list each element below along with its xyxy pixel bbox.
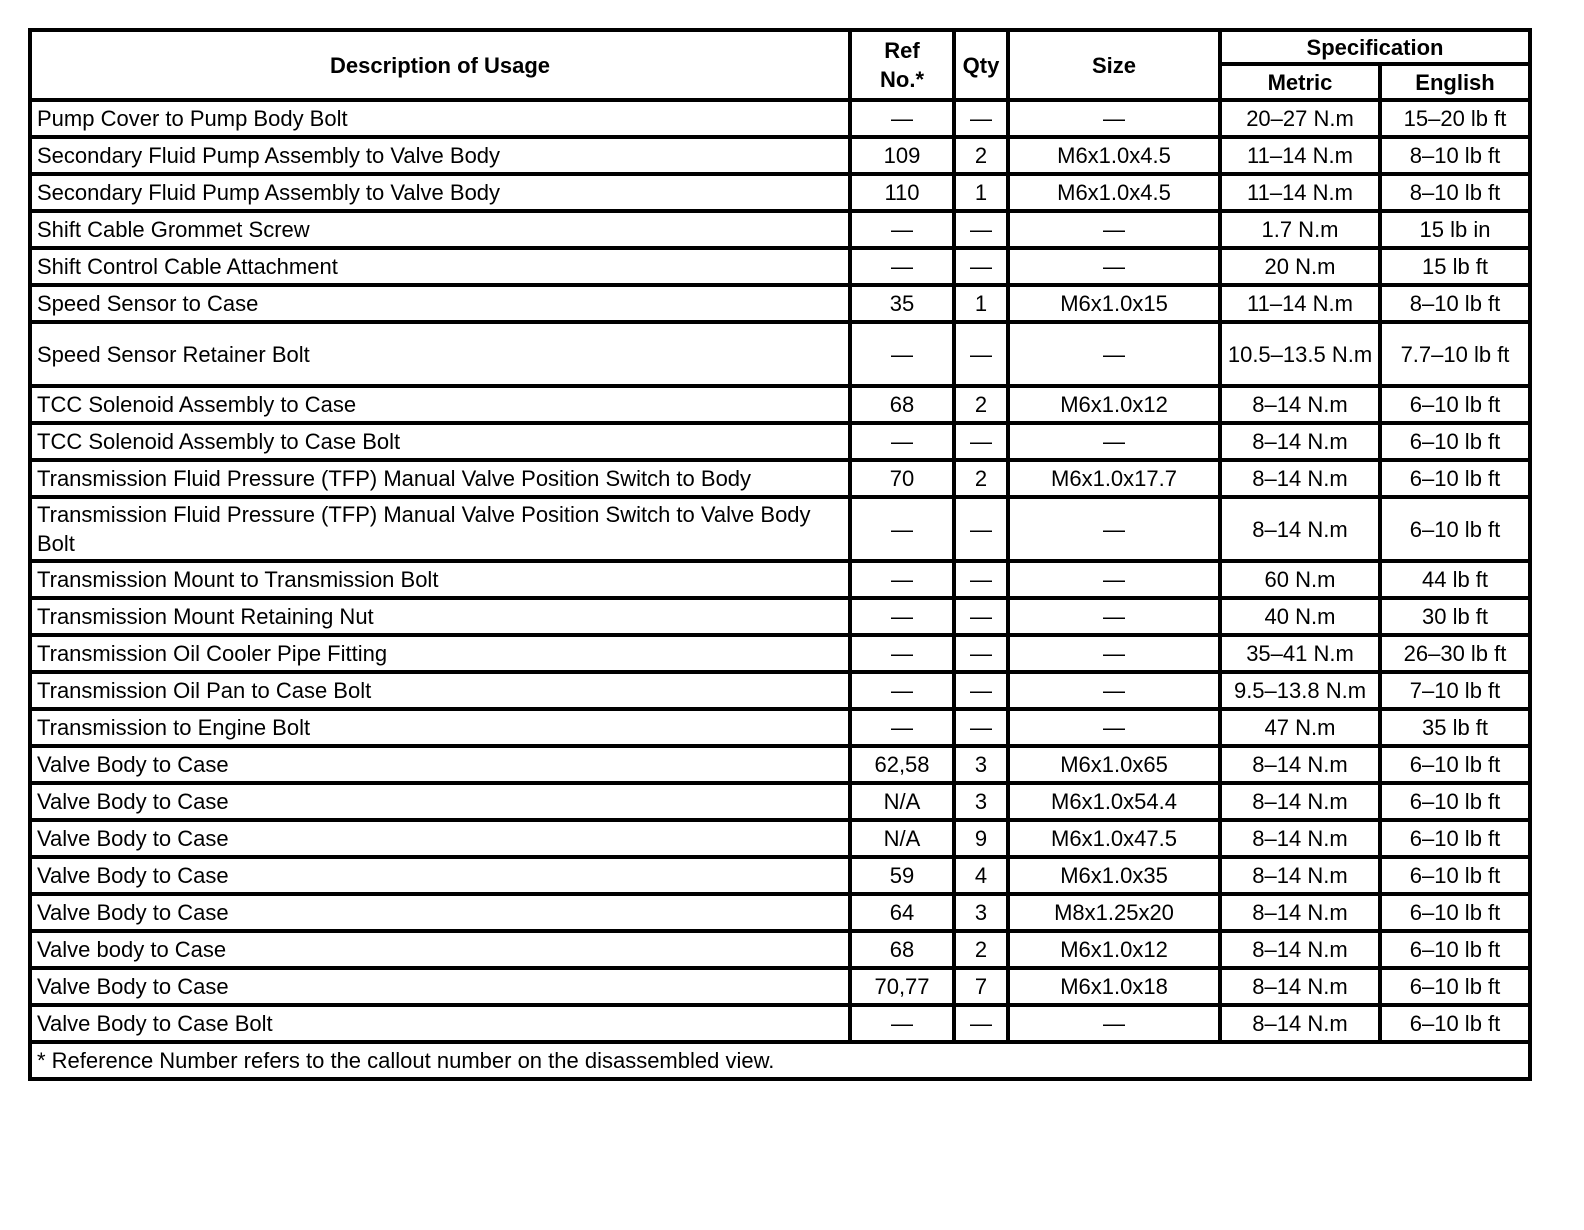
cell-size: — (1008, 100, 1220, 137)
cell-qty: 1 (954, 174, 1008, 211)
table-row (30, 820, 1530, 857)
table-row (30, 561, 1530, 598)
cell-ref: — (850, 497, 954, 561)
table-row (30, 1005, 1530, 1042)
cell-ref: 109 (850, 137, 954, 174)
cell-ref: 68 (850, 931, 954, 968)
cell-qty: 2 (954, 386, 1008, 423)
table-row (30, 137, 1530, 174)
cell-description: Valve Body to Case (30, 894, 850, 931)
cell-size: M6x1.0x54.4 (1008, 783, 1220, 820)
cell-english: 7–10 lb ft (1380, 672, 1530, 709)
header-metric: Metric (1220, 64, 1380, 100)
cell-size: M6x1.0x65 (1008, 746, 1220, 783)
cell-metric: 47 N.m (1220, 709, 1380, 746)
cell-ref: — (850, 598, 954, 635)
cell-english: 6–10 lb ft (1380, 857, 1530, 894)
cell-description: Transmission Fluid Pressure (TFP) Manual Valve Position Switch to Body (30, 460, 850, 497)
cell-description: Speed Sensor Retainer Bolt (30, 322, 850, 386)
cell-description: Valve Body to Case Bolt (30, 1005, 850, 1042)
cell-qty: 3 (954, 894, 1008, 931)
cell-qty: — (954, 1005, 1008, 1042)
cell-qty: 4 (954, 857, 1008, 894)
table-row (30, 285, 1530, 322)
footnote: * Reference Number refers to the callout number on the disassembled view. (30, 1042, 1530, 1079)
cell-english: 15 lb in (1380, 211, 1530, 248)
cell-description: Valve Body to Case (30, 820, 850, 857)
cell-metric: 11–14 N.m (1220, 174, 1380, 211)
cell-description: Pump Cover to Pump Body Bolt (30, 100, 850, 137)
cell-qty: — (954, 635, 1008, 672)
cell-metric: 8–14 N.m (1220, 968, 1380, 1005)
cell-qty: — (954, 561, 1008, 598)
cell-description: Secondary Fluid Pump Assembly to Valve Body (30, 174, 850, 211)
cell-description: Valve Body to Case (30, 968, 850, 1005)
cell-description: TCC Solenoid Assembly to Case (30, 386, 850, 423)
cell-english: 6–10 lb ft (1380, 386, 1530, 423)
cell-ref: 70 (850, 460, 954, 497)
cell-description: Transmission Oil Pan to Case Bolt (30, 672, 850, 709)
cell-ref: — (850, 561, 954, 598)
table-row (30, 635, 1530, 672)
cell-size: — (1008, 561, 1220, 598)
cell-english: 8–10 lb ft (1380, 174, 1530, 211)
cell-metric: 8–14 N.m (1220, 820, 1380, 857)
cell-metric: 8–14 N.m (1220, 386, 1380, 423)
cell-metric: 35–41 N.m (1220, 635, 1380, 672)
cell-size: — (1008, 598, 1220, 635)
cell-size: — (1008, 211, 1220, 248)
cell-ref: N/A (850, 783, 954, 820)
cell-description: Valve body to Case (30, 931, 850, 968)
table-row (30, 709, 1530, 746)
table-row (30, 174, 1530, 211)
cell-qty: — (954, 322, 1008, 386)
table-row (30, 672, 1530, 709)
cell-ref: — (850, 672, 954, 709)
cell-metric: 8–14 N.m (1220, 497, 1380, 561)
cell-qty: — (954, 672, 1008, 709)
header-ref-no: Ref No.* (850, 30, 954, 100)
table-row (30, 783, 1530, 820)
cell-qty: 7 (954, 968, 1008, 1005)
cell-metric: 8–14 N.m (1220, 1005, 1380, 1042)
cell-qty: — (954, 423, 1008, 460)
table-row (30, 460, 1530, 497)
cell-ref: — (850, 1005, 954, 1042)
cell-size: M6x1.0x35 (1008, 857, 1220, 894)
cell-english: 6–10 lb ft (1380, 423, 1530, 460)
table-row (30, 857, 1530, 894)
cell-description: Valve Body to Case (30, 746, 850, 783)
cell-english: 6–10 lb ft (1380, 894, 1530, 931)
cell-metric: 1.7 N.m (1220, 211, 1380, 248)
cell-metric: 10.5–13.5 N.m (1220, 322, 1380, 386)
cell-metric: 40 N.m (1220, 598, 1380, 635)
cell-english: 30 lb ft (1380, 598, 1530, 635)
cell-size: — (1008, 497, 1220, 561)
cell-size: M6x1.0x17.7 (1008, 460, 1220, 497)
cell-english: 15 lb ft (1380, 248, 1530, 285)
cell-metric: 11–14 N.m (1220, 137, 1380, 174)
cell-metric: 8–14 N.m (1220, 894, 1380, 931)
table-row (30, 746, 1530, 783)
cell-english: 6–10 lb ft (1380, 497, 1530, 561)
cell-description: Transmission to Engine Bolt (30, 709, 850, 746)
cell-size: — (1008, 1005, 1220, 1042)
cell-qty: 1 (954, 285, 1008, 322)
cell-english: 15–20 lb ft (1380, 100, 1530, 137)
cell-metric: 8–14 N.m (1220, 857, 1380, 894)
cell-size: M6x1.0x12 (1008, 931, 1220, 968)
cell-qty: 2 (954, 931, 1008, 968)
cell-ref: — (850, 248, 954, 285)
cell-qty: 3 (954, 746, 1008, 783)
cell-ref: 70,77 (850, 968, 954, 1005)
cell-size: M6x1.0x15 (1008, 285, 1220, 322)
header-specification: Specification (1220, 30, 1530, 64)
cell-english: 6–10 lb ft (1380, 783, 1530, 820)
cell-metric: 8–14 N.m (1220, 423, 1380, 460)
cell-description: Secondary Fluid Pump Assembly to Valve Body (30, 137, 850, 174)
cell-english: 6–10 lb ft (1380, 1005, 1530, 1042)
cell-ref: — (850, 322, 954, 386)
cell-qty: 3 (954, 783, 1008, 820)
cell-ref: — (850, 423, 954, 460)
table-body (30, 100, 1530, 1042)
cell-metric: 8–14 N.m (1220, 931, 1380, 968)
cell-english: 6–10 lb ft (1380, 931, 1530, 968)
cell-description: Transmission Mount to Transmission Bolt (30, 561, 850, 598)
cell-ref: 59 (850, 857, 954, 894)
cell-description: Transmission Oil Cooler Pipe Fitting (30, 635, 850, 672)
cell-ref: 110 (850, 174, 954, 211)
cell-size: — (1008, 709, 1220, 746)
cell-description: Shift Control Cable Attachment (30, 248, 850, 285)
cell-ref: — (850, 635, 954, 672)
header-description: Description of Usage (30, 30, 850, 100)
cell-english: 35 lb ft (1380, 709, 1530, 746)
cell-metric: 20 N.m (1220, 248, 1380, 285)
cell-qty: — (954, 598, 1008, 635)
cell-qty: 2 (954, 460, 1008, 497)
cell-english: 6–10 lb ft (1380, 746, 1530, 783)
cell-size: — (1008, 635, 1220, 672)
cell-metric: 60 N.m (1220, 561, 1380, 598)
cell-qty: — (954, 248, 1008, 285)
cell-english: 6–10 lb ft (1380, 460, 1530, 497)
cell-description: Speed Sensor to Case (30, 285, 850, 322)
cell-ref: 68 (850, 386, 954, 423)
cell-qty: — (954, 100, 1008, 137)
cell-size: M6x1.0x47.5 (1008, 820, 1220, 857)
table-row (30, 894, 1530, 931)
cell-qty: — (954, 497, 1008, 561)
cell-description: Transmission Fluid Pressure (TFP) Manual Valve Position Switch to Valve Body Bolt (30, 497, 850, 561)
cell-ref: 62,58 (850, 746, 954, 783)
cell-size: M8x1.25x20 (1008, 894, 1220, 931)
cell-english: 6–10 lb ft (1380, 968, 1530, 1005)
cell-english: 26–30 lb ft (1380, 635, 1530, 672)
cell-english: 8–10 lb ft (1380, 285, 1530, 322)
cell-metric: 8–14 N.m (1220, 460, 1380, 497)
cell-qty: — (954, 211, 1008, 248)
table-row (30, 386, 1530, 423)
cell-size: M6x1.0x4.5 (1008, 137, 1220, 174)
table-row (30, 598, 1530, 635)
cell-qty: — (954, 709, 1008, 746)
table-row (30, 248, 1530, 285)
cell-english: 6–10 lb ft (1380, 820, 1530, 857)
cell-description: Shift Cable Grommet Screw (30, 211, 850, 248)
table-row (30, 931, 1530, 968)
cell-description: Transmission Mount Retaining Nut (30, 598, 850, 635)
cell-ref: — (850, 709, 954, 746)
cell-english: 7.7–10 lb ft (1380, 322, 1530, 386)
cell-metric: 11–14 N.m (1220, 285, 1380, 322)
cell-english: 8–10 lb ft (1380, 137, 1530, 174)
cell-size: — (1008, 672, 1220, 709)
table-row (30, 968, 1530, 1005)
cell-description: Valve Body to Case (30, 783, 850, 820)
cell-size: — (1008, 322, 1220, 386)
cell-ref: — (850, 100, 954, 137)
torque-specification-table (28, 28, 1532, 1081)
cell-size: M6x1.0x4.5 (1008, 174, 1220, 211)
cell-size: — (1008, 248, 1220, 285)
table-row (30, 322, 1530, 386)
cell-metric: 9.5–13.8 N.m (1220, 672, 1380, 709)
table-row (30, 211, 1530, 248)
cell-english: 44 lb ft (1380, 561, 1530, 598)
header-size: Size (1008, 30, 1220, 100)
cell-size: M6x1.0x18 (1008, 968, 1220, 1005)
cell-ref: — (850, 211, 954, 248)
table-row (30, 497, 1530, 561)
cell-size: M6x1.0x12 (1008, 386, 1220, 423)
cell-metric: 8–14 N.m (1220, 746, 1380, 783)
cell-metric: 8–14 N.m (1220, 783, 1380, 820)
table-row (30, 423, 1530, 460)
header-english: English (1380, 64, 1530, 100)
cell-description: TCC Solenoid Assembly to Case Bolt (30, 423, 850, 460)
cell-ref: N/A (850, 820, 954, 857)
cell-qty: 2 (954, 137, 1008, 174)
cell-ref: 64 (850, 894, 954, 931)
cell-qty: 9 (954, 820, 1008, 857)
table-row (30, 100, 1530, 137)
cell-metric: 20–27 N.m (1220, 100, 1380, 137)
cell-size: — (1008, 423, 1220, 460)
cell-ref: 35 (850, 285, 954, 322)
cell-description: Valve Body to Case (30, 857, 850, 894)
header-qty: Qty (954, 30, 1008, 100)
